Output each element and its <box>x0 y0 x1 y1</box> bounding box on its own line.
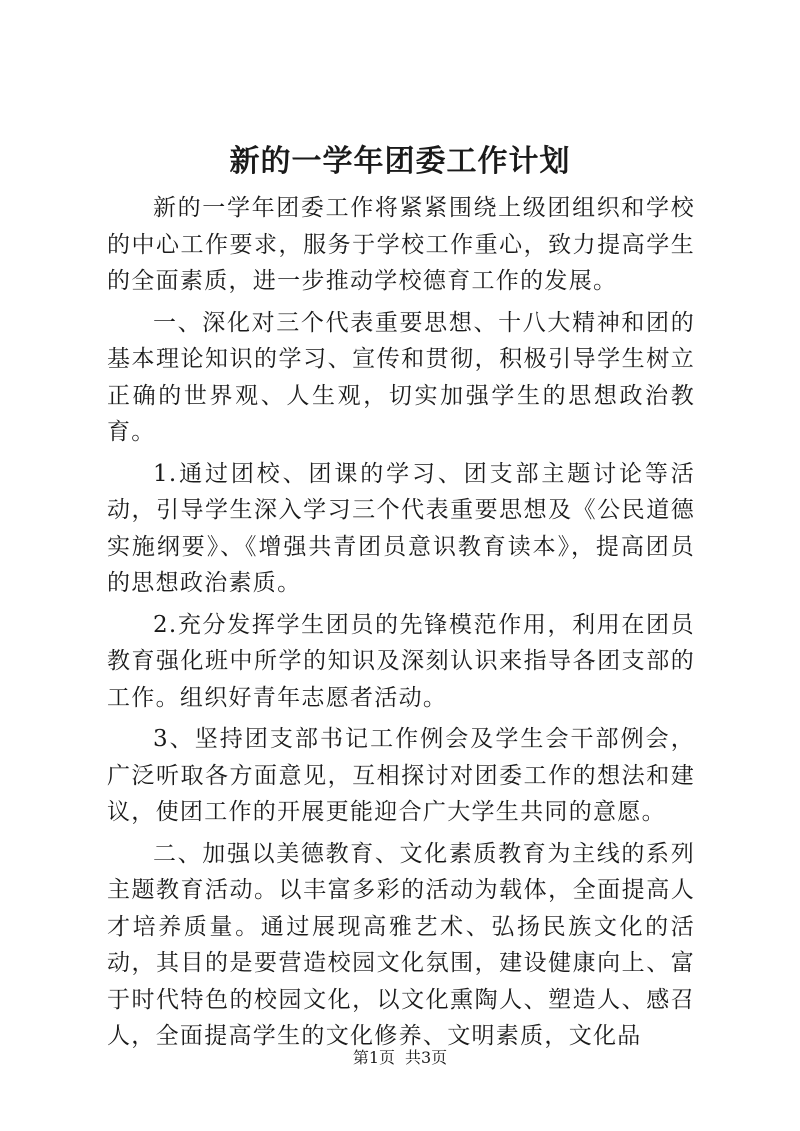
paragraph-intro: 新的一学年团委工作将紧紧围绕上级团组织和学校的中心工作要求，服务于学校工作重心，致力提高学生的全面素质，进一步推动学校德育工作的发展。 <box>107 195 695 294</box>
paragraph-section-1: 一、深化对三个代表重要思想、十八大精神和团的基本理论知识的学习、宣传和贯彻，积极引导学生树立正确的世界观、人生观，切实加强学生的思想政治教育。 <box>107 309 695 445</box>
page-footer <box>0 1047 800 1069</box>
paragraph-section-2: 二、加强以美德教育、文化素质教育为主线的系列主题教育活动。以丰富多彩的活动为载体，全面提高人才培养质量。通过展现高雅艺术、弘扬民族文化的活动，其目的是要营造校园文化氛围，建设健康向上、富于时代特色的校园文化，以文化熏陶人、塑造人、感召人，全面提高学生的文化修养、文明素质，文化品 <box>107 840 695 1049</box>
page-number: 第1页 <box>352 1048 395 1067</box>
paragraph-item-2: 2.充分发挥学生团员的先锋模范作用，利用在团员教育强化班中所学的知识及深刻认识来指导各团支部的工作。组织好青年志愿者活动。 <box>107 611 695 711</box>
paragraph-item-1: 1.通过团校、团课的学习、团支部主题讨论等活动，引导学生深入学习三个代表重要思想及《公民道德实施纲要》、《增强共青团员意识教育读本》，提高团员的思想政治素质。 <box>107 460 695 596</box>
document-title: 新的一学年团委工作计划 <box>229 144 571 179</box>
page-total: 共3页 <box>405 1048 448 1067</box>
paragraph-item-3: 3、坚持团支部书记工作例会及学生会干部例会，广泛听取各方面意见，互相探讨对团委工作的想法和建议，使团工作的开展更能迎合广大学生共同的意愿。 <box>107 726 695 825</box>
document-body <box>107 190 695 1055</box>
